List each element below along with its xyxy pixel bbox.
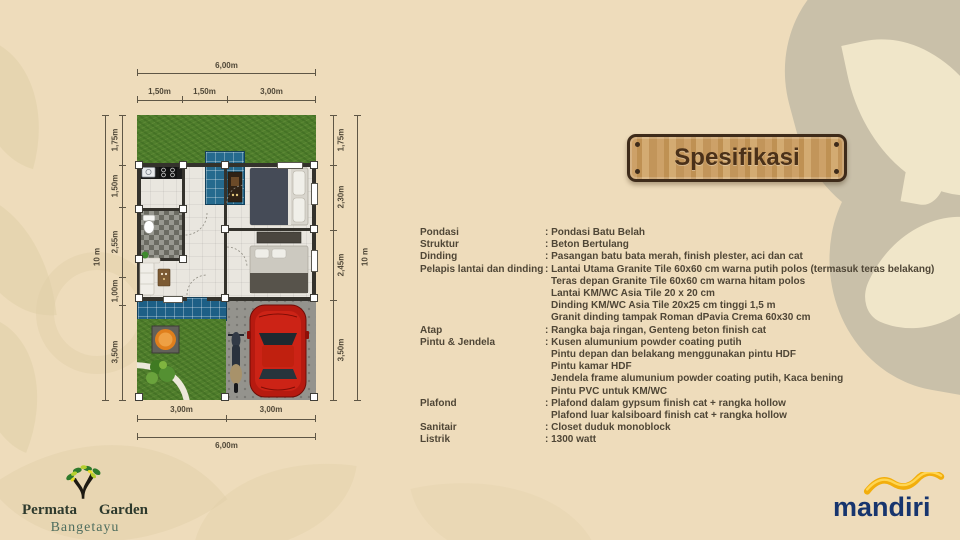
dim-left-seg-5: 3,50m [110,340,120,364]
spec-row [420,398,950,422]
spec-row [420,239,950,251]
column-marker [310,225,318,233]
sofa [140,258,160,295]
spec-row [420,337,950,398]
dim-line [122,115,123,400]
logo-word-permata: Permata [22,502,77,518]
spec-value: Plafond luar kalsiboard finish cat + rangka hollow [551,410,787,422]
spec-label: Atap [420,324,443,336]
column-marker [179,255,187,263]
door-arc [227,247,247,267]
door-arc [187,275,207,295]
column-marker [310,161,318,169]
window [311,183,318,205]
dim-right-seg-2: 2,30m [336,185,346,209]
dim-top-seg-1: 1,50m [148,87,171,96]
logo-word-garden: Garden [98,502,148,518]
spec-value: : 1300 watt [545,434,597,446]
spec-value: : Pondasi Batu Belah [545,227,646,238]
spec-label: Struktur [420,239,459,251]
leaf-ornament [410,454,599,540]
column-marker [221,225,229,233]
spec-value: Jendela frame alumunium powder coating putih, Kaca bening [551,373,844,385]
spec-label: Pelapis lantai dan dinding [420,263,544,275]
spec-value: Teras depan Granite Tile 60x60 cm warna hitam polos [551,275,806,287]
stove [159,167,177,178]
plan-details [137,115,316,400]
column-marker [135,161,143,169]
dresser [257,232,301,243]
spec-value: : Plafond dalam gypsum finish cat + rangka hollow [545,397,786,409]
dim-bottom-seg-2: 3,00m [259,405,283,414]
spec-label: Dinding [420,251,458,263]
dim-right-seg-4: 3,50m [336,338,346,362]
page-title: Spesifikasi [674,144,800,171]
kitchen-sink [142,168,155,178]
dim-left-seg-3: 2,55m [110,230,120,254]
logo-subtitle-bangetayu: Bangetayu [50,520,120,535]
column-marker [221,294,229,302]
spec-label: Pondasi [420,227,459,238]
title-plaque [627,134,847,182]
motorcycle [228,332,244,393]
bushes [146,360,175,384]
column-marker [135,393,143,401]
dim-left-overall: 10 m [92,247,102,267]
dim-line [357,115,358,400]
nail-icon [834,169,839,174]
column-marker [179,161,187,169]
spec-label: Plafond [420,397,457,409]
dim-line [137,437,316,438]
spec-label: Pintu & Jendela [420,336,496,348]
dim-top-seg-3: 3,00m [260,87,283,96]
nail-icon [834,142,839,147]
nail-icon [635,142,640,147]
spec-value: : Closet duduk monoblock [545,422,671,434]
spec-label: Sanitair [420,422,457,434]
leaf-ornament [0,39,64,169]
permata-garden-logo [22,464,148,536]
window [311,250,318,272]
spec-row [420,422,950,434]
spec-value: Pintu PVC untuk KM/WC [551,385,668,397]
column-marker [221,393,229,401]
spec-value: Dinding KM/WC Asia Tile 20x25 cm tinggi 1,5 m [551,300,776,312]
desk [228,172,242,202]
dim-top-overall: 6,00m [215,61,238,70]
spec-value: Pintu kamar HDF [551,361,632,373]
floor-plan [137,115,316,400]
column-marker [135,205,143,213]
bed-1 [250,168,308,225]
spec-row [420,227,950,239]
column-marker [310,393,318,401]
dim-left-seg-2: 1,50m [110,174,120,198]
spec-row [420,325,950,337]
dim-line [105,115,106,400]
door-arc [185,213,207,235]
spec-value: : Beton Bertulang [545,239,629,251]
spec-value: Granit dinding tampak Roman dPavia Crema 60x30 cm [551,312,811,324]
spec-row [420,251,950,263]
mandiri-wordmark: mandiri [833,492,931,522]
mandiri-logo [833,472,951,524]
spec-list [420,227,950,447]
car [247,305,309,397]
dim-line [333,115,334,400]
toilet [143,215,155,234]
column-marker [221,161,229,169]
dim-line [137,73,316,74]
dim-right-seg-3: 2,45m [336,253,346,277]
column-marker [135,255,143,263]
spec-value: Lantai KM/WC Asia Tile 20 x 20 cm [551,288,715,300]
planter [152,326,179,353]
spec-value: : Rangka baja ringan, Genteng beton finish cat [545,324,767,336]
nail-icon [635,169,640,174]
window [277,162,303,169]
spec-row [420,264,950,325]
window [163,296,183,303]
spec-value: : Kusen alumunium powder coating putih [545,336,742,348]
spec-row [420,434,950,446]
bed-2 [250,246,308,293]
dim-left-seg-1: 1,75m [110,128,120,152]
coffee-table [158,269,170,286]
dim-bottom-overall: 6,00m [215,441,238,450]
column-marker [310,294,318,302]
spec-value: : Lantai Utama Granite Tile 60x60 cm warna putih polos (termasuk teras belakang) [545,263,935,275]
column-marker [135,294,143,302]
spec-value: : Pasangan batu bata merah, finish plester, aci dan cat [545,251,803,263]
dim-right-overall: 10 m [360,247,370,267]
spec-value: Pintu depan dan belakang menggunakan pintu HDF [551,349,797,361]
tree-icon [56,464,114,500]
dim-bottom-seg-1: 3,00m [170,405,193,414]
dim-top-seg-2: 1,50m [193,87,216,96]
dim-right-seg-1: 1,75m [336,128,346,152]
spec-label: Listrik [420,434,451,446]
column-marker [179,205,187,213]
dim-left-seg-4: 1,00m [110,279,120,303]
